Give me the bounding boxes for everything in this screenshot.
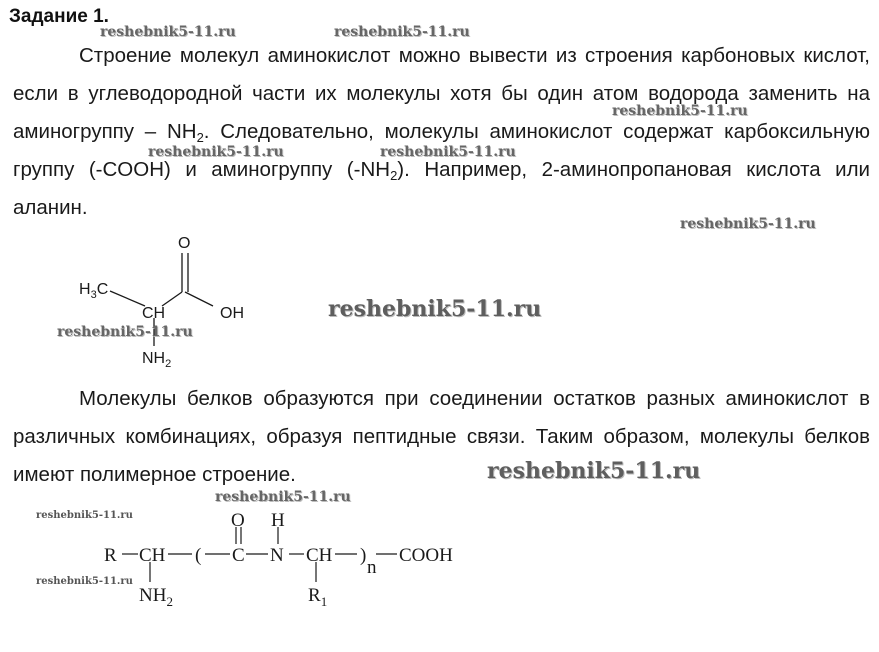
alanine-oh: OH — [220, 305, 244, 322]
watermark: reshebnik5-11.ru — [36, 510, 133, 521]
peptide-c: C — [232, 545, 245, 566]
alanine-o: O — [178, 235, 191, 252]
alanine-nh2: $NH_2$ — [142, 350, 172, 370]
paragraph1-sub-b: 2 — [390, 168, 398, 183]
watermark: reshebnik5-11.ru — [487, 458, 701, 484]
watermark: reshebnik5-11.ru — [680, 216, 816, 232]
peptide-paren-close: ) — [360, 545, 367, 566]
peptide-cooh: COOH — [399, 545, 453, 566]
peptide-o: O — [231, 510, 245, 531]
peptide-ch2: CH — [306, 545, 333, 566]
paragraph1-text-c: ). Например, 2-аминопропановая кислота или аланин. — [13, 158, 870, 219]
watermark: reshebnik5-11.ru — [328, 296, 542, 322]
peptide-h: H — [271, 510, 285, 531]
peptide-ch1: CH — [139, 545, 166, 566]
paragraph1-text-b: . Следовательно, молекулы аминокислот содержат карбоксильную группу (-COOH) и аминогруппу (-NH — [13, 120, 870, 181]
peptide-n: N — [270, 545, 284, 566]
watermark: reshebnik5-11.ru — [148, 144, 284, 160]
watermark: reshebnik5-11.ru — [36, 576, 133, 587]
peptide-paren-open: ( — [195, 545, 202, 566]
watermark: reshebnik5-11.ru — [334, 24, 470, 40]
peptide-nh2: $NH_2$ — [139, 585, 173, 609]
peptide-n-subscript: n — [367, 557, 377, 578]
watermark: reshebnik5-11.ru — [57, 324, 193, 340]
peptide-r1: $R_1$ — [308, 585, 328, 609]
peptide-r: R — [104, 545, 117, 566]
watermark: reshebnik5-11.ru — [380, 144, 516, 160]
task-title: Задание 1. — [9, 6, 109, 27]
alanine-ch: CH — [142, 305, 166, 322]
paragraph1-sub-a: 2 — [196, 130, 204, 145]
alanine-h3c: $H_3C$ — [79, 281, 109, 301]
watermark: reshebnik5-11.ru — [612, 103, 748, 119]
watermark: reshebnik5-11.ru — [215, 489, 351, 505]
watermark: reshebnik5-11.ru — [100, 24, 236, 40]
paragraph2-text: Молекулы белков образуются при соединении остатков разных аминокислот в различных комбинациях, образуя пептидные связи. Таким образом, молекулы белков имеют полимерное строение. — [13, 387, 870, 486]
paragraph1-text-a: Строение молекул аминокислот можно вывести из строения карбоновых кислот, если в углеводородной части их молекулы хотя бы один атом водорода заменить на аминогруппу – NH — [13, 44, 870, 143]
